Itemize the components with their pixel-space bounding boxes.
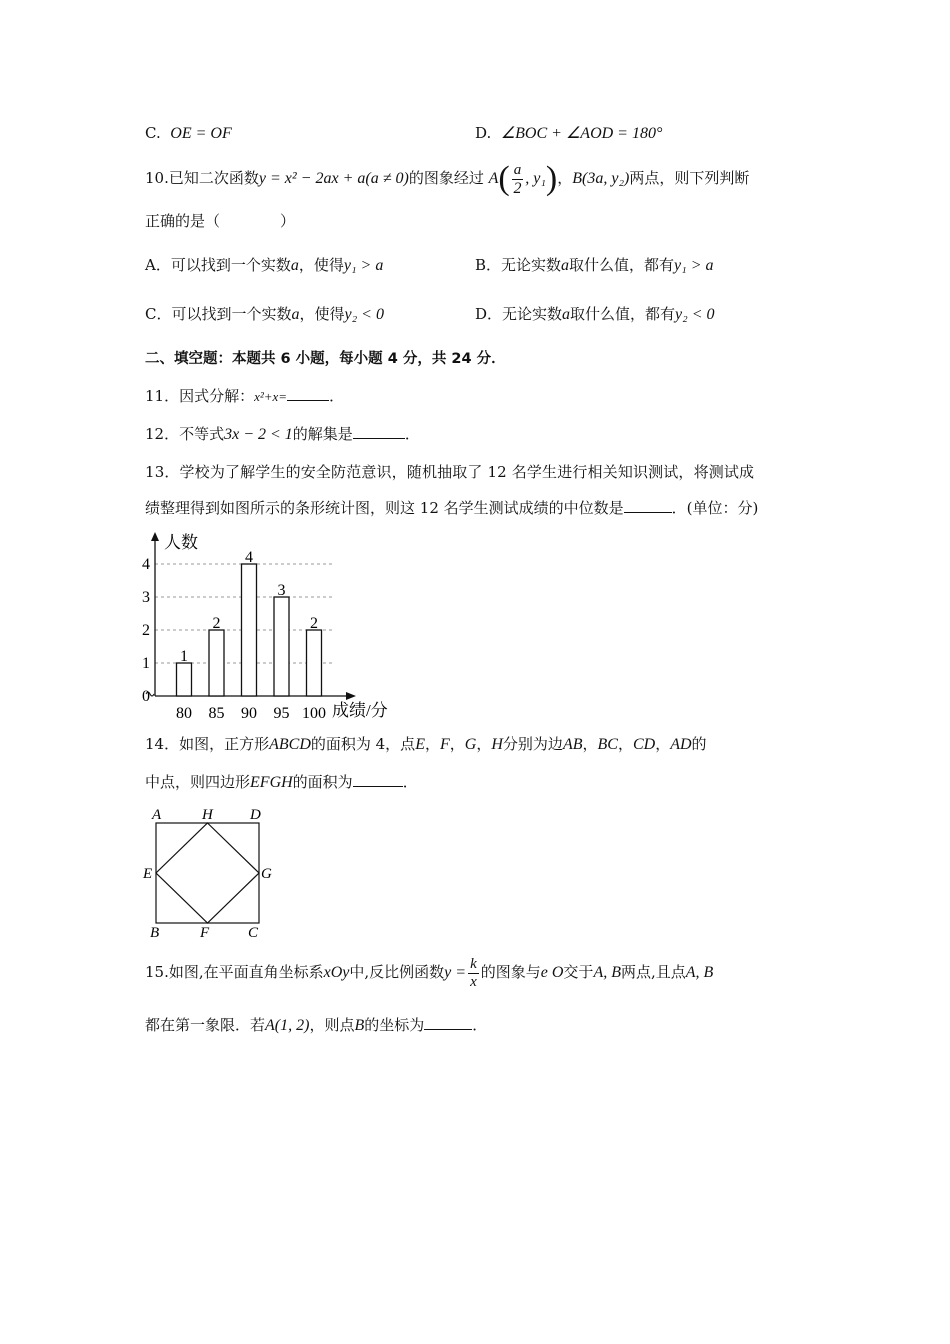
q10-option-b: B．无论实数a取什么值，都有y₁ > a	[475, 256, 714, 274]
bar-chart	[140, 530, 410, 720]
label-b: B	[150, 925, 160, 940]
q10-stem-line1: 10.已知二次函数y = x² − 2ax + a(a ≠ 0)的图象经过 A( $\frac{a}{2}$ , y₁)，B(3a, y₂)两点，则下列判断	[145, 160, 750, 197]
data-label: 2	[212, 615, 221, 632]
q15-answer-blank[interactable]	[424, 1015, 472, 1030]
square-figure	[142, 805, 282, 940]
x-tick-label: 85	[208, 705, 225, 720]
q13-line1: 13．学校为了解学生的安全防范意识，随机抽取了 12 名学生进行相关知识测试，将测试成	[145, 463, 755, 481]
q10-option-c: C．可以找到一个实数a，使得y₂ < 0	[145, 305, 384, 323]
y-tick-label: 4	[142, 556, 150, 573]
q13-line2: 绩整理得到如图所示的条形统计图，则这 12 名学生测试成绩的中位数是 ．(单位：分)	[145, 499, 759, 517]
q9-option-c: C. OE = OF	[145, 124, 232, 142]
q15-fraction: $\frac{k}{x}$	[470, 955, 477, 990]
bar	[177, 663, 192, 696]
y-tick-label: 1	[142, 655, 150, 672]
quad-efgh	[156, 823, 259, 923]
x-axis-arrow-icon	[346, 692, 356, 700]
square-abcd	[156, 823, 259, 923]
data-label: 1	[180, 648, 188, 665]
q15-line1: 15.如图,在平面直角坐标系xOy中,反比例函数y = $\frac{k}{x}$ 的图象与e O交于A, B两点,且点A, B	[145, 955, 714, 990]
bar	[274, 597, 289, 696]
q11: 11．因式分解：x²+x= ．	[145, 387, 345, 405]
q10-option-d: D．无论实数a取什么值，都有y₂ < 0	[475, 305, 715, 323]
label-c: C	[248, 925, 259, 940]
label-g: G	[261, 866, 272, 882]
x-tick-label: 95	[273, 705, 290, 720]
label-f: F	[200, 925, 210, 940]
y-axis-arrow-icon	[151, 532, 159, 541]
y-tick-label: 2	[142, 622, 150, 639]
q10-fraction: $\frac{a}{2}$	[513, 161, 522, 197]
label-d: D	[250, 807, 261, 823]
q14-line1: 14．如图，正方形ABCD的面积为 4，点E，F，G，H分别为边AB，BC，CD，AD的	[145, 735, 707, 753]
label-a: A	[152, 807, 162, 823]
label-e: E	[143, 866, 153, 882]
q14-line2: 中点，则四边形EFGH的面积为 ．	[145, 773, 418, 791]
x-tick-label: 100	[302, 705, 326, 720]
bar	[307, 630, 322, 696]
bar	[242, 564, 257, 696]
label-h: H	[202, 807, 213, 823]
chart-x-tick-labels	[176, 705, 326, 720]
q11-answer-blank[interactable]	[287, 386, 329, 401]
data-label: 3	[277, 582, 286, 599]
y-tick-label: 3	[142, 589, 150, 606]
x-tick-label: 80	[176, 705, 192, 720]
q12: 12．不等式3x − 2 < 1的解集是 ．	[145, 425, 420, 443]
section2-title: 二、填空题：本题共 6 小题，每小题 4 分，共 24 分．	[145, 351, 506, 367]
chart-y-tick-labels	[142, 556, 150, 705]
q10-option-a: A．可以找到一个实数a，使得y₁ > a	[145, 256, 384, 274]
chart-x-label: 成绩/分	[332, 701, 388, 720]
q10-stem-line2: 正确的是（ ）	[145, 212, 296, 230]
data-label: 4	[245, 549, 253, 566]
q15-line2: 都在第一象限．若A(1, 2)，则点B的坐标为 ．	[145, 1016, 488, 1034]
chart-y-label: 人数	[164, 533, 198, 552]
q14-answer-blank[interactable]	[353, 772, 403, 787]
q12-answer-blank[interactable]	[353, 424, 405, 439]
data-label: 2	[310, 615, 318, 632]
y-tick-label: 0	[142, 688, 150, 705]
q9-option-d: D. ∠BOC + ∠AOD = 180°	[475, 124, 663, 142]
x-tick-label: 90	[241, 705, 257, 720]
bar	[209, 630, 224, 696]
q13-answer-blank[interactable]	[624, 498, 672, 513]
